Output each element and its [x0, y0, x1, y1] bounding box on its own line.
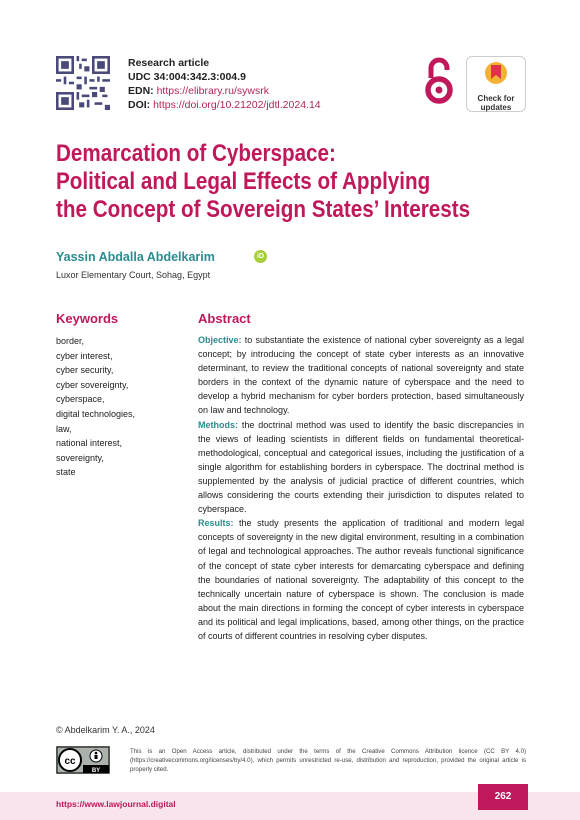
journal-url[interactable]: https://www.lawjournal.digital	[56, 799, 176, 809]
abstract-heading: Abstract	[198, 311, 251, 326]
keyword-item: digital technologies,	[56, 408, 136, 419]
cc-by-license-icon[interactable]	[56, 746, 110, 774]
objective-text: to substantiate the existence of national cyber sovereignty as a legal concept; by introducing the concept of state cyber interests as an innovative determinant, to review the traditional concepts of national sovereignty and state borders in the context of the dynamic nature of cyberspace and the need to develop a hybrid mechanism for cyber borders protection, based simultaneously on law and technology.	[198, 335, 524, 416]
keywords-list	[56, 334, 135, 480]
doi-link[interactable]: https://doi.org/10.21202/jdtl.2024.14	[153, 99, 321, 111]
keywords-heading: Keywords	[56, 311, 119, 326]
edn-label: EDN:	[128, 85, 154, 97]
check-for-updates-badge[interactable]	[466, 56, 526, 112]
keyword-item: national interest,	[56, 438, 123, 449]
objective-label: Objective:	[198, 335, 242, 345]
bookmark-icon	[484, 61, 508, 87]
keyword-item: state	[56, 467, 76, 478]
methods-text: the doctrinal method was used to identify the basic discrepancies in the views of leading scientists in different fields on fundamental theoretical-methodological, conceptual and categorical issues, including the justification of a single algorithm for establishing borders in cyberspace. The doctrinal method is supplemented by the analysis of judicial practice of different countries, which allows considering the courts extending their jurisdiction to disputes related to cyberspace.	[198, 419, 524, 515]
author-affiliation: Luxor Elementary Court, Sohag, Egypt	[56, 270, 211, 280]
license-text: This is an Open Access article, distributed under the terms of the Creative Commons Attribution licence (CC BY 4.0) (https://creativecommons.org/licenses/by/4.0), which permits unrestricted re-use, distribution and reproduction, provided the original article is properly cited.	[130, 748, 526, 773]
udc-code: UDC 34:004:342.3:004.9	[128, 71, 246, 83]
keyword-item: law,	[56, 423, 72, 434]
title-line: the Concept of Sovereign States’ Interests	[56, 196, 471, 223]
abstract-body	[198, 333, 524, 643]
title-line: Demarcation of Cyberspace:	[56, 140, 336, 167]
results-label: Results:	[198, 518, 234, 529]
keyword-item: cyber security,	[56, 365, 114, 376]
page-number: 262	[478, 784, 528, 810]
article-meta	[128, 56, 321, 112]
article-title	[56, 140, 471, 224]
edn-link[interactable]: https://elibrary.ru/sywsrk	[156, 85, 270, 97]
keyword-item: cyber sovereignty,	[56, 379, 129, 390]
abstract-methods	[198, 418, 524, 517]
article-type: Research article	[128, 57, 210, 69]
keyword-item: border,	[56, 336, 85, 346]
abstract-results	[198, 516, 524, 643]
orcid-icon[interactable]: iD	[254, 250, 267, 263]
keyword-item: cyber interest,	[56, 350, 113, 361]
qr-code	[56, 56, 110, 110]
check-for-updates-label: Check for updates	[477, 94, 515, 112]
results-text: the study presents the application of traditional and modern legal concepts of sovereignty in the new digital environment, resulting in a combination of legal and technological approaches. The author reveals functional significance of the concept of state cyber interests for demarcating cyberspace and defining the boundaries of national sovereignty. The adaptability of this concept to the technically uncertain nature of cyberspace is shown. The conclusion is made about the main directions in forming the concept of cyber interests in cyberspace and its political and legal implications, based, among other things, on the practice of courts of different countries in resolving cyber disputes.	[198, 518, 524, 641]
title-line: Political and Legal Effects of Applying	[56, 168, 431, 195]
author-name: Yassin Abdalla Abdelkarim	[56, 250, 215, 264]
cc-label: cc	[64, 756, 76, 767]
open-access-icon	[422, 56, 456, 106]
doi-label: DOI:	[128, 99, 151, 111]
copyright-notice: © Abdelkarim Y. A., 2024	[56, 725, 155, 735]
abstract-objective	[198, 333, 524, 418]
by-label: BY	[91, 768, 101, 774]
keyword-item: cyberspace,	[56, 394, 105, 405]
keyword-item: sovereignty,	[56, 452, 104, 463]
methods-label: Methods:	[198, 419, 238, 430]
